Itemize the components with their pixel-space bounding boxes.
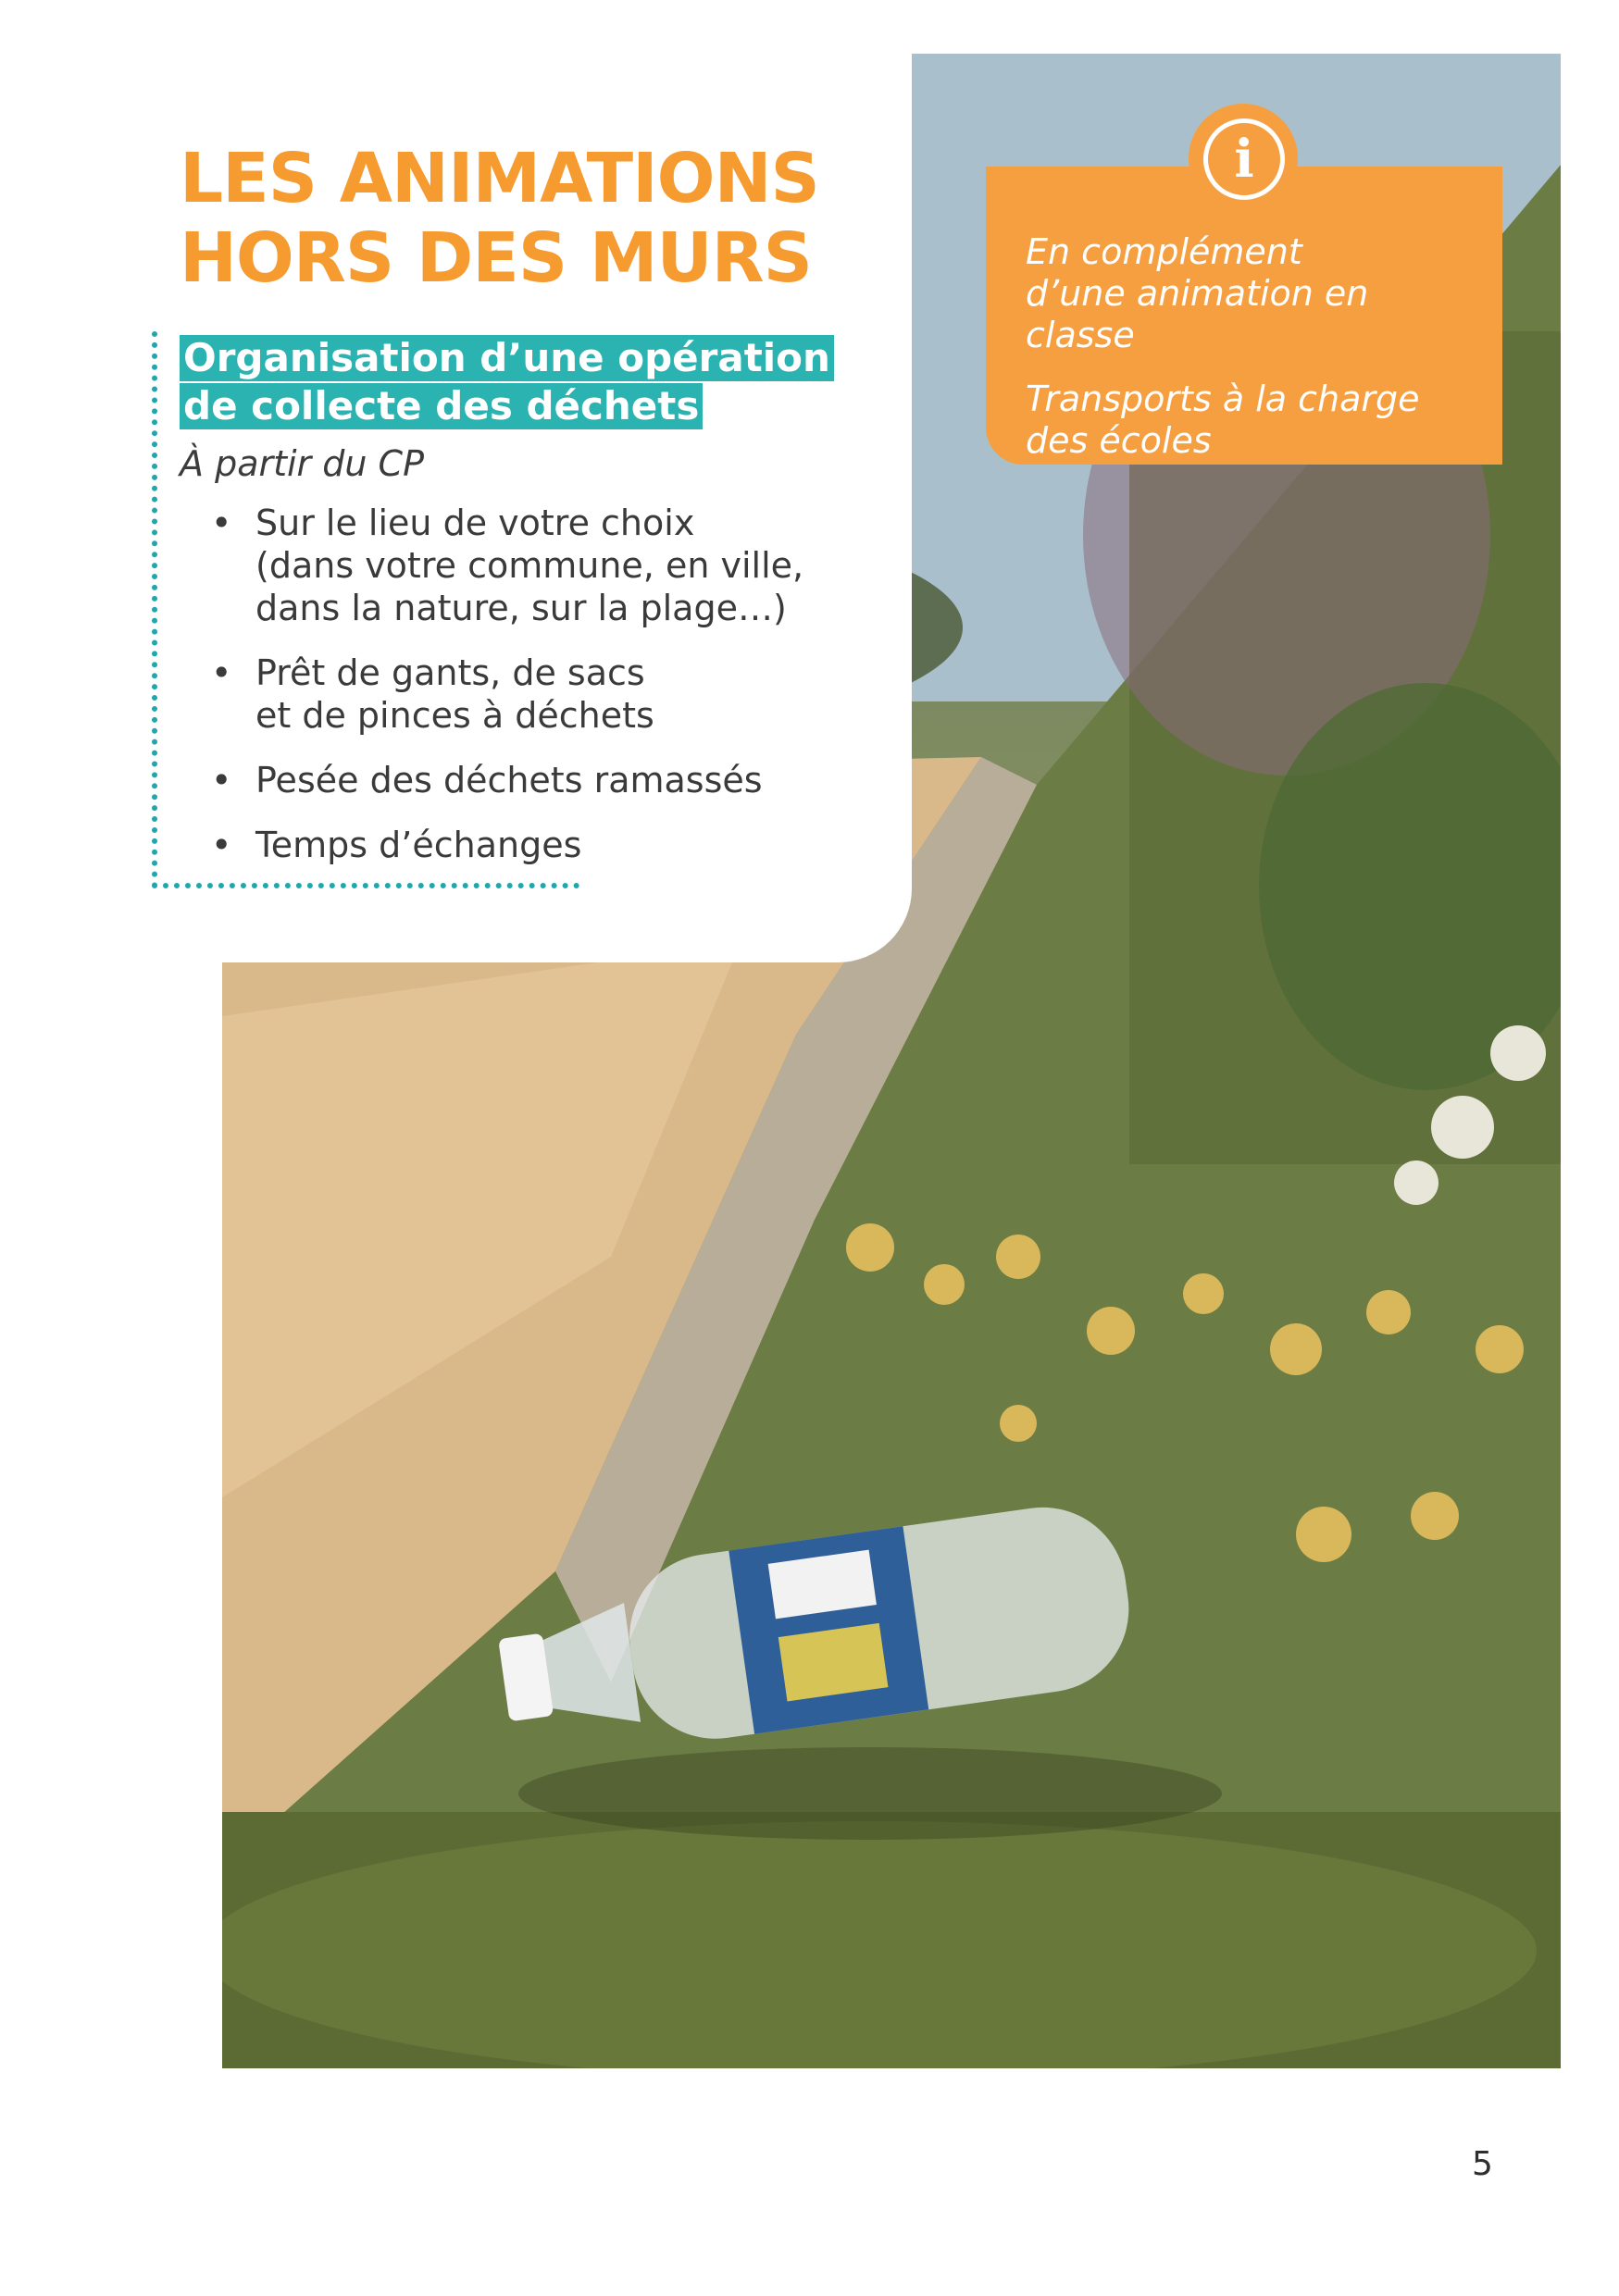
level-text: À partir du CP [180,443,424,484]
page-number: 5 [1472,2145,1493,2183]
info-text [1026,231,1488,484]
section-subtitle [180,335,834,431]
section-subtitle-line-1: Organisation d’une opération [180,335,834,381]
dotted-border-left [152,331,157,888]
section-subtitle-line-2: de collecte des déchets [180,383,703,429]
page-title-line-1: LES ANIMATIONS [180,139,819,218]
info-line-2: Transports à la charge des écoles [1026,379,1420,461]
page-title-line-2: HORS DES MURS [180,218,812,298]
list-item: • Prêt de gants, de sacs et de pinces à déchets [211,652,859,737]
page-title [180,139,819,298]
bullet-list [211,502,859,888]
info-icon: i [1203,118,1285,200]
list-item: • Pesée des déchets ramassés [211,759,859,801]
list-item: • Temps d’échanges [211,824,859,866]
info-line-1: En complément d’une animation en classe [1026,231,1369,355]
list-item: • Sur le lieu de votre choix (dans votre commune, en ville, dans la nature, sur la plage…) [211,502,859,629]
